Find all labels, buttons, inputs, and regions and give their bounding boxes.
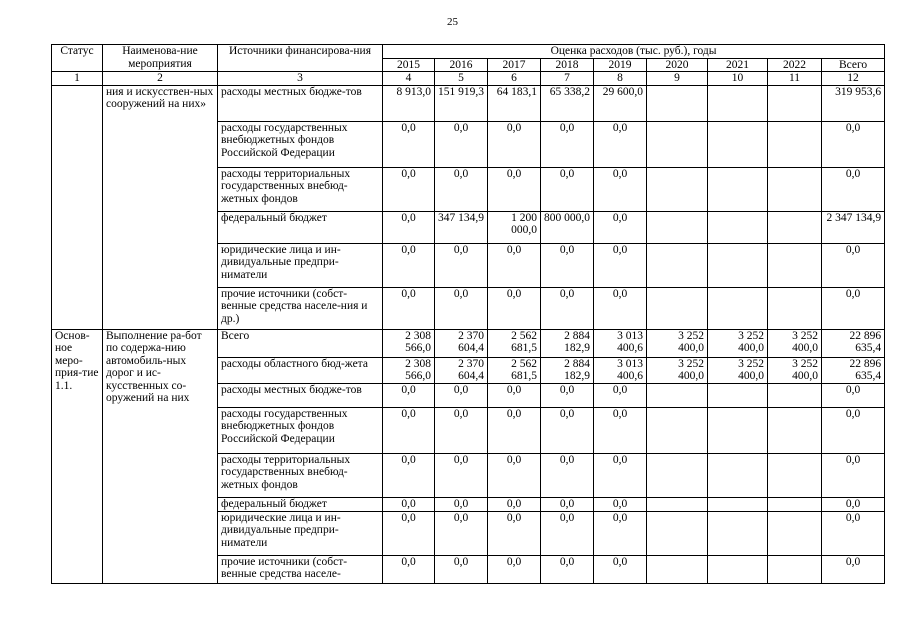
value-cell: 2 308 566,0 (383, 357, 435, 383)
value-cell: 1 200 000,0 (488, 211, 541, 243)
value-cell (708, 287, 768, 329)
column-number: 5 (435, 72, 488, 86)
column-number: 6 (488, 72, 541, 86)
value-cell: 3 252 400,0 (768, 329, 822, 357)
source-cell: расходы государственных внебюджетных фондов Российской Федерации (218, 121, 383, 167)
value-cell: 0,0 (594, 497, 647, 511)
value-cell (647, 167, 708, 211)
source-cell: прочие источники (собст-венные средства населе-ния и др.) (218, 287, 383, 329)
value-cell (647, 85, 708, 121)
total-cell: 0,0 (822, 555, 885, 583)
column-number: 2 (103, 72, 218, 86)
value-cell: 0,0 (383, 287, 435, 329)
column-number: 4 (383, 72, 435, 86)
value-cell (647, 121, 708, 167)
value-cell: 0,0 (383, 555, 435, 583)
value-cell: 0,0 (383, 211, 435, 243)
source-cell: расходы местных бюдже-тов (218, 383, 383, 407)
value-cell: 0,0 (383, 511, 435, 555)
header-year: 2019 (594, 58, 647, 72)
source-cell: расходы государственных внебюджетных фондов Российской Федерации (218, 407, 383, 453)
value-cell: 0,0 (435, 453, 488, 497)
block2-body (52, 329, 885, 583)
status-cell: Основ-ное меро-прия-тие 1.1. (52, 329, 103, 583)
table-row (52, 329, 885, 357)
value-cell: 0,0 (488, 383, 541, 407)
value-cell (647, 211, 708, 243)
value-cell: 0,0 (541, 121, 594, 167)
value-cell: 0,0 (488, 243, 541, 287)
value-cell: 0,0 (541, 497, 594, 511)
table-row (52, 85, 885, 121)
value-cell: 0,0 (488, 497, 541, 511)
value-cell: 0,0 (435, 555, 488, 583)
value-cell: 3 013 400,6 (594, 329, 647, 357)
page-number: 25 (447, 16, 458, 28)
value-cell: 0,0 (383, 383, 435, 407)
source-cell: расходы территориальных государственных внебюд-жетных фондов (218, 453, 383, 497)
value-cell (708, 211, 768, 243)
value-cell: 0,0 (594, 407, 647, 453)
value-cell (768, 121, 822, 167)
value-cell (708, 121, 768, 167)
value-cell (768, 85, 822, 121)
header-total: Всего (822, 58, 885, 72)
value-cell: 0,0 (594, 243, 647, 287)
block1-body (52, 85, 885, 329)
column-number: 10 (708, 72, 768, 86)
value-cell (708, 383, 768, 407)
value-cell: 3 013 400,6 (594, 357, 647, 383)
total-cell: 2 347 134,9 (822, 211, 885, 243)
value-cell: 0,0 (594, 167, 647, 211)
value-cell: 0,0 (541, 407, 594, 453)
value-cell: 0,0 (594, 121, 647, 167)
value-cell (768, 555, 822, 583)
value-cell (647, 555, 708, 583)
value-cell (647, 407, 708, 453)
header-name: Наименова-ние мероприятия (103, 45, 218, 72)
total-cell: 22 896 635,4 (822, 357, 885, 383)
value-cell (768, 511, 822, 555)
source-cell: Всего (218, 329, 383, 357)
value-cell: 0,0 (594, 511, 647, 555)
total-cell: 0,0 (822, 243, 885, 287)
value-cell: 0,0 (541, 167, 594, 211)
value-cell: 0,0 (435, 383, 488, 407)
source-cell: федеральный бюджет (218, 497, 383, 511)
value-cell: 2 370 604,4 (435, 329, 488, 357)
value-cell: 0,0 (594, 383, 647, 407)
source-cell: расходы территориальных государственных внебюд-жетных фондов (218, 167, 383, 211)
header-sources: Источники финансирова-ния (218, 45, 383, 72)
column-number: 8 (594, 72, 647, 86)
value-cell: 0,0 (541, 555, 594, 583)
value-cell (708, 497, 768, 511)
value-cell: 0,0 (594, 555, 647, 583)
value-cell: 0,0 (435, 121, 488, 167)
column-number: 12 (822, 72, 885, 86)
value-cell (708, 407, 768, 453)
value-cell: 0,0 (383, 407, 435, 453)
value-cell: 65 338,2 (541, 85, 594, 121)
total-cell: 0,0 (822, 383, 885, 407)
value-cell: 0,0 (435, 243, 488, 287)
value-cell: 2 562 681,5 (488, 357, 541, 383)
value-cell: 0,0 (488, 287, 541, 329)
value-cell (708, 243, 768, 287)
value-cell: 0,0 (435, 511, 488, 555)
value-cell: 0,0 (435, 167, 488, 211)
value-cell: 29 600,0 (594, 85, 647, 121)
value-cell: 0,0 (594, 453, 647, 497)
measure-name-cell: Выполнение ра-бот по содержа-нию автомобиль-ных дорог и ис-кусственных со-оружений на них (103, 329, 218, 583)
value-cell: 0,0 (541, 453, 594, 497)
header-estimate: Оценка расходов (тыс. руб.), годы (383, 45, 885, 59)
value-cell: 0,0 (383, 121, 435, 167)
header-year: 2018 (541, 58, 594, 72)
value-cell: 8 913,0 (383, 85, 435, 121)
column-number: 11 (768, 72, 822, 86)
total-cell: 0,0 (822, 511, 885, 555)
value-cell: 2 562 681,5 (488, 329, 541, 357)
value-cell: 2 884 182,9 (541, 329, 594, 357)
header-year: 2021 (708, 58, 768, 72)
total-cell: 0,0 (822, 407, 885, 453)
column-number: 3 (218, 72, 383, 86)
value-cell: 0,0 (383, 453, 435, 497)
value-cell: 3 252 400,0 (647, 329, 708, 357)
value-cell (647, 383, 708, 407)
value-cell: 0,0 (488, 167, 541, 211)
value-cell: 0,0 (488, 453, 541, 497)
value-cell: 0,0 (488, 407, 541, 453)
value-cell (768, 211, 822, 243)
status-cell (52, 85, 103, 329)
source-cell: юридические лица и ин-дивидуальные предпри-ниматели (218, 243, 383, 287)
value-cell (647, 287, 708, 329)
value-cell (768, 167, 822, 211)
total-cell: 319 953,6 (822, 85, 885, 121)
value-cell: 0,0 (541, 287, 594, 329)
source-cell: расходы областного бюд-жета (218, 357, 383, 383)
header-year: 2020 (647, 58, 708, 72)
value-cell (768, 407, 822, 453)
value-cell: 2 884 182,9 (541, 357, 594, 383)
header-year: 2015 (383, 58, 435, 72)
header-year: 2017 (488, 58, 541, 72)
value-cell: 0,0 (383, 497, 435, 511)
value-cell (768, 243, 822, 287)
value-cell: 0,0 (435, 497, 488, 511)
value-cell (768, 453, 822, 497)
header-status: Статус (52, 45, 103, 72)
value-cell: 0,0 (594, 287, 647, 329)
value-cell: 0,0 (594, 211, 647, 243)
total-cell: 0,0 (822, 453, 885, 497)
column-number: 1 (52, 72, 103, 86)
value-cell: 3 252 400,0 (708, 329, 768, 357)
value-cell (768, 383, 822, 407)
value-cell: 347 134,9 (435, 211, 488, 243)
value-cell: 0,0 (383, 167, 435, 211)
total-cell: 22 896 635,4 (822, 329, 885, 357)
column-number: 9 (647, 72, 708, 86)
source-cell: расходы местных бюдже-тов (218, 85, 383, 121)
value-cell: 3 252 400,0 (647, 357, 708, 383)
value-cell: 0,0 (541, 511, 594, 555)
value-cell: 2 308 566,0 (383, 329, 435, 357)
value-cell (768, 497, 822, 511)
source-cell: юридические лица и ин-дивидуальные предпри-ниматели (218, 511, 383, 555)
value-cell: 0,0 (541, 383, 594, 407)
value-cell: 0,0 (488, 121, 541, 167)
header-year: 2016 (435, 58, 488, 72)
budget-table (51, 44, 885, 584)
value-cell: 0,0 (383, 243, 435, 287)
value-cell (647, 453, 708, 497)
column-number: 7 (541, 72, 594, 86)
value-cell: 151 919,3 (435, 85, 488, 121)
value-cell (768, 287, 822, 329)
value-cell (708, 453, 768, 497)
measure-name-cell: ния и искусствен-ных сооружений на них» (103, 85, 218, 329)
value-cell (647, 243, 708, 287)
value-cell: 0,0 (488, 511, 541, 555)
value-cell: 0,0 (435, 407, 488, 453)
source-cell: прочие источники (собст-венные средства населе- (218, 555, 383, 583)
value-cell: 0,0 (488, 555, 541, 583)
value-cell (708, 511, 768, 555)
total-cell: 0,0 (822, 167, 885, 211)
value-cell (708, 85, 768, 121)
value-cell: 3 252 400,0 (768, 357, 822, 383)
value-cell (647, 497, 708, 511)
value-cell: 64 183,1 (488, 85, 541, 121)
value-cell (708, 167, 768, 211)
value-cell: 3 252 400,0 (708, 357, 768, 383)
source-cell: федеральный бюджет (218, 211, 383, 243)
value-cell: 0,0 (435, 287, 488, 329)
value-cell (708, 555, 768, 583)
total-cell: 0,0 (822, 121, 885, 167)
value-cell: 800 000,0 (541, 211, 594, 243)
total-cell: 0,0 (822, 497, 885, 511)
value-cell: 0,0 (541, 243, 594, 287)
value-cell: 2 370 604,4 (435, 357, 488, 383)
total-cell: 0,0 (822, 287, 885, 329)
value-cell (647, 511, 708, 555)
header-year: 2022 (768, 58, 822, 72)
